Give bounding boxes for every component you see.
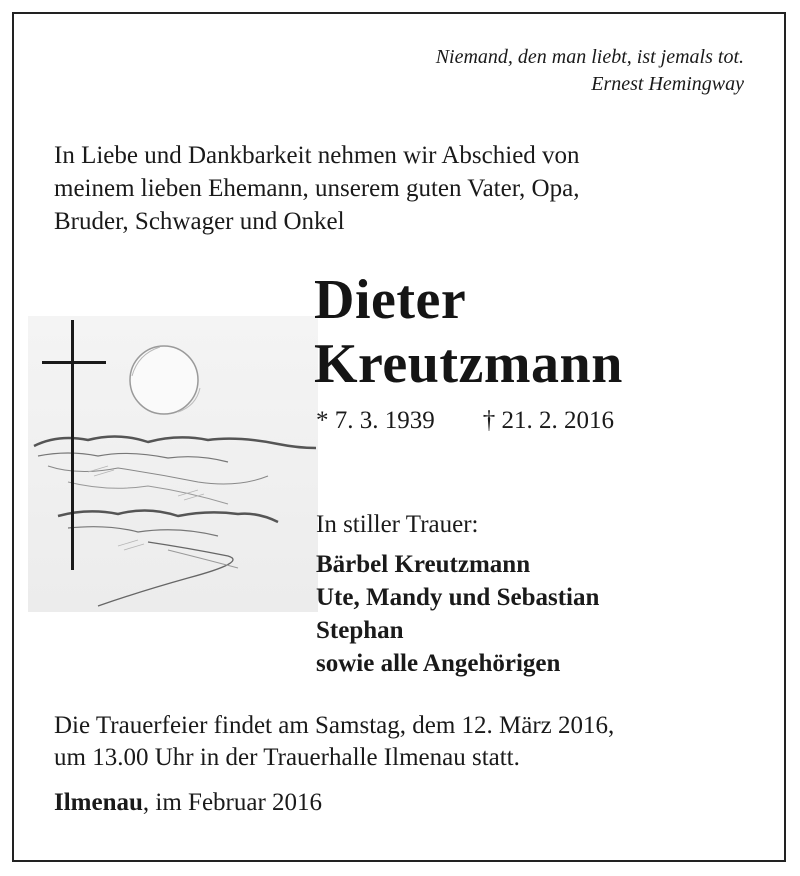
- place-name: Ilmenau: [54, 789, 143, 816]
- intro-line: meinem lieben Ehemann, unserem guten Vater, Opa,: [54, 175, 580, 202]
- funeral-line: Die Trauerfeier findet am Samstag, dem 12. März 2016,: [54, 712, 615, 739]
- deceased-last-name: Kreutzmann: [314, 333, 623, 395]
- funeral-info: [54, 710, 614, 774]
- place-date: [54, 788, 322, 818]
- mourner-name: sowie alle Angehörigen: [316, 650, 561, 677]
- memorial-illustration: [28, 316, 318, 612]
- mourners-list: [316, 548, 599, 680]
- notice-date: , im Februar 2016: [142, 789, 323, 816]
- funeral-line: um 13.00 Uhr in der Trauerhalle Ilmenau statt.: [54, 744, 520, 771]
- death-date: † 21. 2. 2016: [482, 407, 614, 434]
- deceased-name: [314, 268, 623, 396]
- birth-date: * 7. 3. 1939: [316, 407, 435, 434]
- quote-text: Niemand, den man liebt, ist jemals tot.: [435, 46, 744, 68]
- mourner-name: Bärbel Kreutzmann: [316, 551, 531, 578]
- life-dates: [316, 406, 614, 436]
- mourner-name: Ute, Mandy und Sebastian: [316, 584, 600, 611]
- intro-line: In Liebe und Dankbarkeit nehmen wir Abschied von: [54, 142, 580, 169]
- mourner-name: Stephan: [316, 617, 404, 644]
- mourners-label: In stiller Trauer:: [316, 511, 479, 538]
- intro-line: Bruder, Schwager und Onkel: [54, 208, 345, 235]
- quote-block: [436, 44, 744, 98]
- deceased-first-name: Dieter: [314, 269, 467, 331]
- quote-author: Ernest Hemingway: [591, 73, 744, 95]
- intro-text: [54, 139, 744, 238]
